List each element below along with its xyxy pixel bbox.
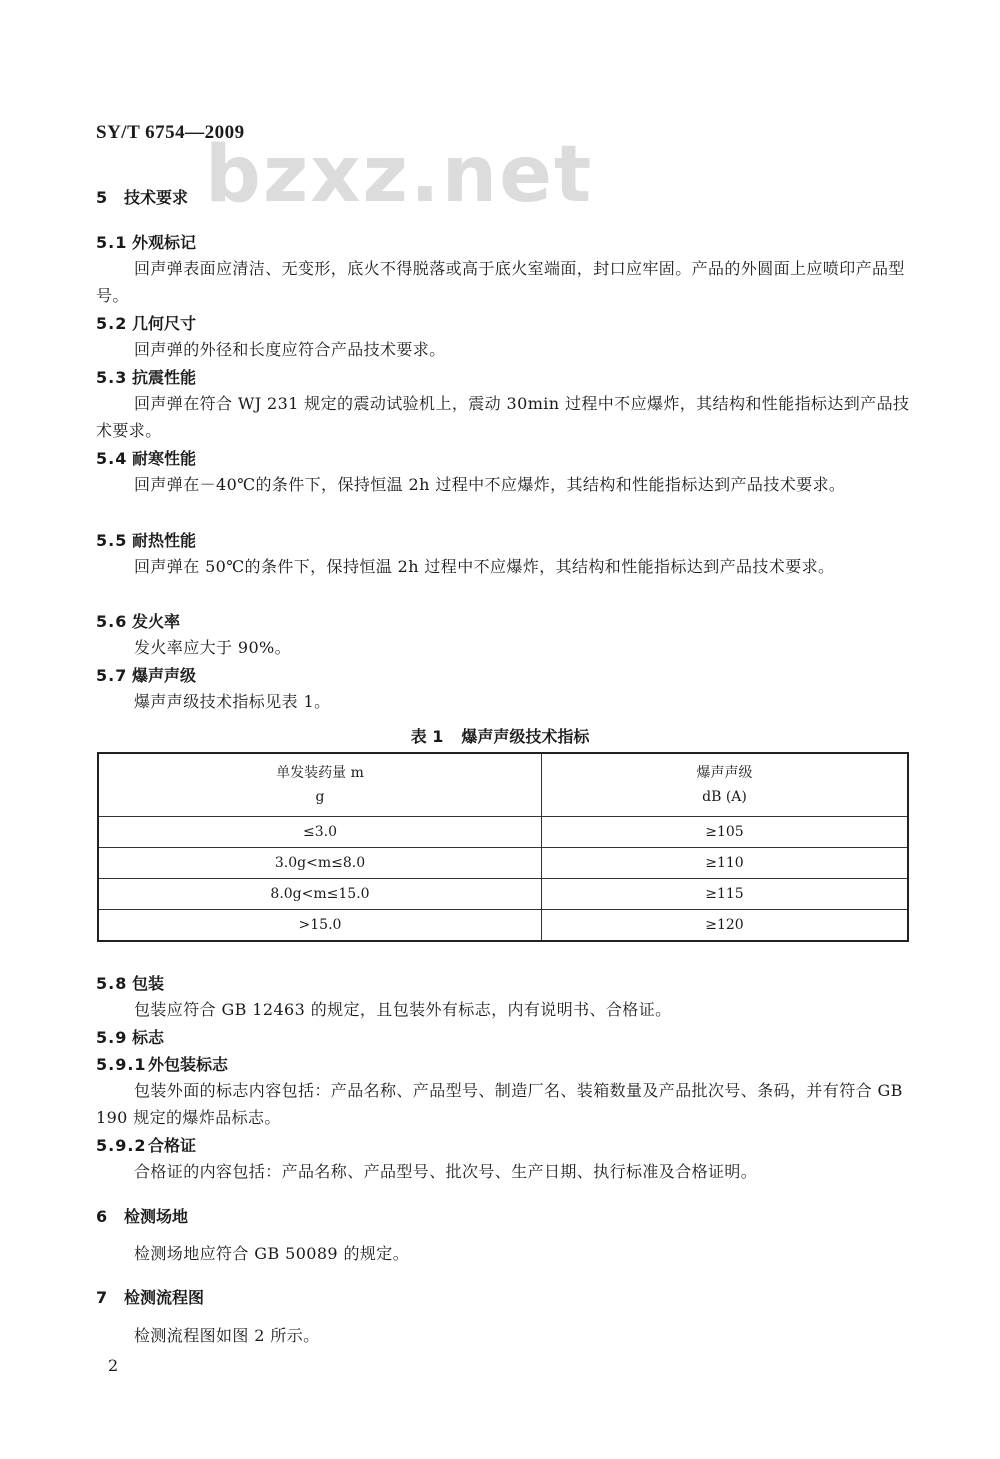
section-number: 5.9.2 (96, 1136, 147, 1155)
section-5-6-text: 发火率应大于 90%。 (134, 638, 292, 657)
standard-code: SY/T 6754—2009 (96, 122, 245, 143)
section-number: 7 (96, 1288, 109, 1307)
section-5-1-heading (96, 229, 911, 256)
table-row (98, 910, 908, 942)
section-5-4-text: 回声弹在－40℃的条件下，保持恒温 2h 过程中不应爆炸，其结构和性能指标达到产品技术要求。 (134, 475, 846, 494)
table-row (98, 817, 908, 848)
cell-charge: >15.0 (98, 910, 542, 942)
section-title: 包装 (132, 974, 165, 993)
cell-level: ≥120 (542, 910, 909, 942)
section-5-2-text: 回声弹的外径和长度应符合产品技术要求。 (134, 340, 446, 359)
section-5-9-1-text: 包装外面的标志内容包括：产品名称、产品型号、制造厂名、装箱数量及产品批次号、条码，并有符合 GB 190 规定的爆炸品标志。 (96, 1081, 903, 1127)
column-header-label: 单发装药量 m (276, 765, 364, 781)
section-5-7-heading (96, 662, 911, 689)
cell-level: ≥105 (542, 817, 909, 848)
section-5-9-2-heading (96, 1132, 911, 1159)
section-5-9-heading (96, 1024, 911, 1051)
section-number: 5.9.1 (96, 1055, 147, 1074)
column-header-unit: g (315, 789, 325, 805)
watermark: bzxz.net (205, 130, 594, 220)
section-number: 6 (96, 1207, 109, 1226)
section-number: 5.7 (96, 666, 128, 685)
table-1 (97, 752, 909, 942)
cell-charge: 3.0g<m≤8.0 (98, 848, 542, 879)
section-title: 标志 (132, 1028, 165, 1047)
section-6-text: 检测场地应符合 GB 50089 的规定。 (134, 1244, 410, 1263)
section-title: 几何尺寸 (132, 314, 197, 333)
section-5-8-heading (96, 970, 911, 997)
section-title: 爆声声级 (132, 666, 197, 685)
table-number: 表 1 (410, 727, 444, 746)
section-number: 5.6 (96, 612, 128, 631)
section-number: 5.3 (96, 368, 128, 387)
section-5-4-heading (96, 445, 911, 472)
cell-charge: 8.0g<m≤15.0 (98, 879, 542, 910)
table-row (98, 848, 908, 879)
section-title: 发火率 (132, 612, 181, 631)
column-header-sound-level (542, 753, 909, 817)
section-5-9-1-heading (96, 1051, 911, 1078)
section-5-5-heading (96, 527, 911, 554)
section-7-text: 检测流程图如图 2 所示。 (134, 1326, 320, 1345)
section-title: 外观标记 (132, 233, 197, 252)
section-5-heading (96, 184, 911, 211)
section-5-9-2-text: 合格证的内容包括：产品名称、产品型号、批次号、生产日期、执行标准及合格证明。 (134, 1162, 758, 1181)
section-title: 检测场地 (124, 1207, 189, 1226)
section-number: 5.1 (96, 233, 128, 252)
section-number: 5.4 (96, 449, 128, 468)
section-number: 5.5 (96, 531, 128, 550)
column-header-unit: dB (A) (702, 789, 747, 805)
section-number: 5.2 (96, 314, 128, 333)
section-6-heading (96, 1203, 911, 1230)
page-number: 2 (108, 1356, 119, 1375)
section-7-heading (96, 1284, 911, 1311)
table-caption (0, 724, 1000, 747)
section-title: 抗震性能 (132, 368, 197, 387)
column-header-label: 爆声声级 (696, 765, 753, 781)
table-row (98, 879, 908, 910)
section-title: 耐寒性能 (132, 449, 197, 468)
section-number: 5.9 (96, 1028, 128, 1047)
cell-level: ≥110 (542, 848, 909, 879)
column-header-charge (98, 753, 542, 817)
cell-level: ≥115 (542, 879, 909, 910)
section-5-1-text: 回声弹表面应清洁、无变形，底火不得脱落或高于底火室端面，封口应牢固。产品的外圆面上应喷印产品型号。 (96, 259, 905, 305)
section-5-7-text: 爆声声级技术指标见表 1。 (134, 692, 331, 711)
section-5-6-heading (96, 608, 911, 635)
section-5-3-heading (96, 364, 911, 391)
section-5-5-text: 回声弹在 50℃的条件下，保持恒温 2h 过程中不应爆炸，其结构和性能指标达到产品技术要求。 (134, 557, 835, 576)
table-header-row (98, 753, 908, 817)
table-title: 爆声声级技术指标 (461, 727, 590, 746)
section-title: 技术要求 (124, 188, 189, 207)
section-title: 合格证 (148, 1136, 197, 1155)
section-title: 外包装标志 (148, 1055, 229, 1074)
section-5-2-heading (96, 310, 911, 337)
section-title: 耐热性能 (132, 531, 197, 550)
section-number: 5 (96, 188, 109, 207)
section-title: 检测流程图 (124, 1288, 205, 1307)
cell-charge: ≤3.0 (98, 817, 542, 848)
section-number: 5.8 (96, 974, 128, 993)
section-5-8-text: 包装应符合 GB 12463 的规定，且包装外有标志，内有说明书、合格证。 (134, 1000, 672, 1019)
section-5-3-text: 回声弹在符合 WJ 231 规定的震动试验机上，震动 30min 过程中不应爆炸，其结构和性能指标达到产品技术要求。 (96, 394, 910, 440)
